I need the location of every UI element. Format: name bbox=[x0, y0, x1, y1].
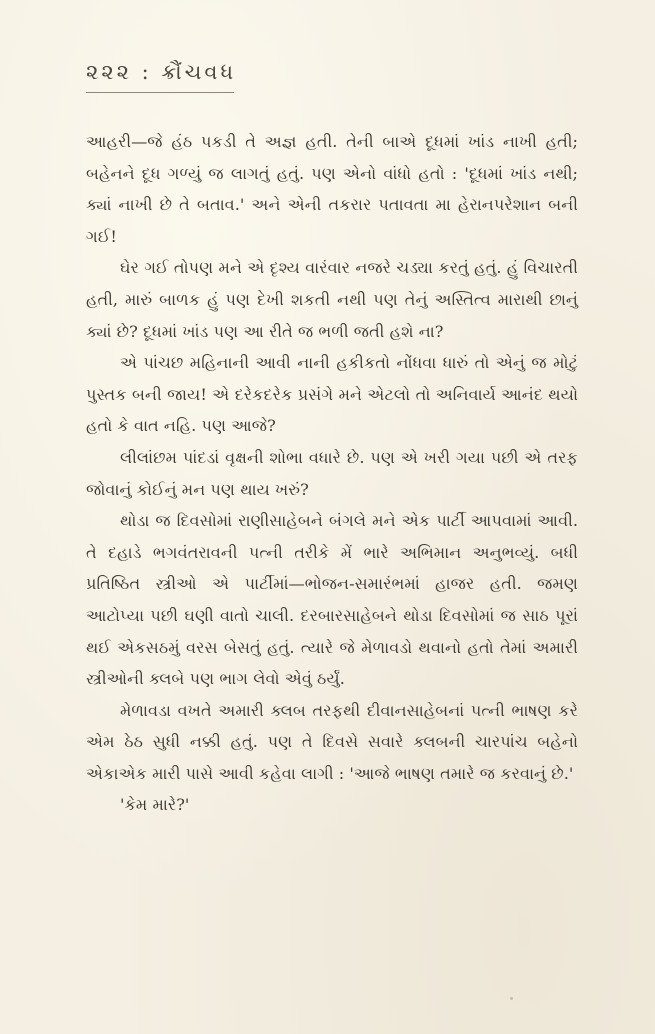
paragraph-2: ઘેર ગઈ તોપણ મને એ દૃશ્ય વારંવાર નજરે ચડ્યા કરતું હતું. હું વિચારતી હતી, મારું બાળક હું પણ દેખી શકતી નથી પણ તેનું અસ્તિત્વ મારાથી છાનું ક્યાં છે? દૂધમાં ખાંડ પણ આ રીતે જ ભળી જતી હશે ના? bbox=[86, 258, 578, 341]
paragraph-4: લીલાંછમ પાંદડાં વૃક્ષની શોભા વધારે છે. પણ એ ખરી ગયા પછી એ તરફ જોવાનું કોઈનું મન પણ થાય ખરું? bbox=[86, 447, 578, 499]
paragraph-5: થોડા જ દિવસોમાં રાણીસાહેબને બંગલે મને એક પાર્ટી આપવામાં આવી. તે દહાડે ભગવંતરાવની પત્ની તરીકે મેં ભારે અભિમાન અનુભવ્યું. બધી પ્રતિષ્ઠિત સ્ત્રીઓ એ પાર્ટીમાં—ભોજન-સમારંભમાં હાજર હતી. જમણ આટોપ્યા પછી ઘણી વાતો ચાલી. દરબારસાહેબને થોડા દિવસોમાં જ સાઠ પૂરાં થઈ એકસઠમું વરસ બેસતું હતું. ત્યારે જે મેળાવડો થવાનો હતો તેમાં અમારી સ્ત્રીઓની ક્લબે પણ ભાગ લેવો એવું ઠર્યું. bbox=[86, 511, 578, 689]
paragraph-1: આહરી—જે હંઠ પકડી તે અજ્ઞ હતી. તેની બાએ દૂધમાં ખાંડ નાખી હતી; બહેનને દૂધ ગળ્યું જ લાગતું હતું. પણ એનો વાંધો હતો : 'દૂધમાં ખાંડ નથી; ક્યાં નાખી છે તે બતાવ.' અને એની તકરાર પતાવતા મા હેરાનપરેશાન બની ગઈ! bbox=[86, 132, 578, 246]
paragraph-3: એ પાંચછ મહિનાની આવી નાની હકીકતો નોંધવા ધારું તો એનું જ મોટું પુસ્તક બની જાય! એ દરેકદરેક પ્રસંગે મને એટલો તો અનિવાર્ય આનંદ થયો હતો કે વાત નહિ. પણ આજે? bbox=[86, 353, 578, 436]
paragraph-7: 'કેમ મારે?' bbox=[120, 795, 190, 815]
paragraph-6: મેળાવડા વખતે અમારી ક્લબ તરફથી દીવાનસાહેબનાં પત્ની ભાષણ કરે એમ ઠેઠ સુધી નક્કી હતું. પણ તે દિવસે સવારે ક્લબની ચારપાંચ બહેનો એકાએક મારી પાસે આવી કહેવા લાગી : 'આજે ભાષણ તમારે જ કરવાનું છે.' bbox=[86, 700, 578, 783]
running-head: ૨૨૨ : ક્રૌંચવધ bbox=[86, 60, 237, 84]
paper-speck bbox=[510, 997, 513, 1000]
header-rule bbox=[86, 92, 234, 93]
body-text bbox=[86, 126, 578, 821]
